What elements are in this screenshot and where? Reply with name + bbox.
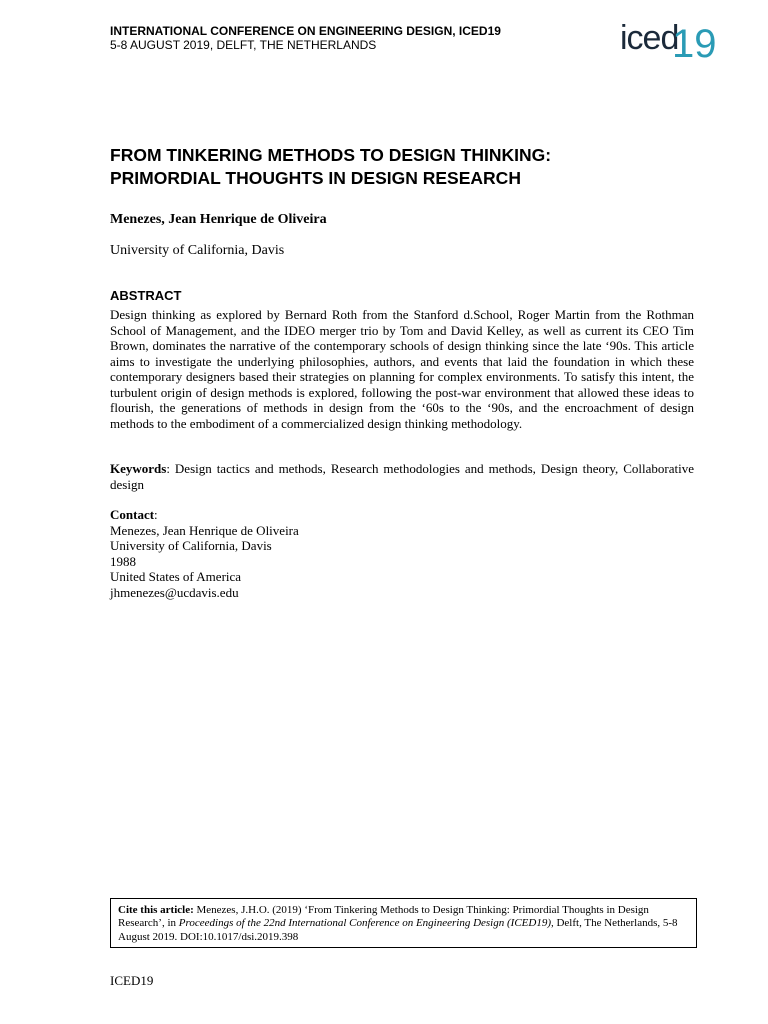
keywords-label: Keywords — [110, 461, 167, 476]
contact-email: jhmenezes@ucdavis.edu — [110, 584, 239, 600]
citation-box — [110, 898, 697, 948]
contact-name: Menezes, Jean Henrique de Oliveira — [110, 522, 299, 538]
keywords-text: : Design tactics and methods, Research methodologies and methods, Design theory, Collaborative design — [110, 461, 694, 492]
conference-title: INTERNATIONAL CONFERENCE ON ENGINEERING DESIGN, ICED19 — [110, 24, 501, 38]
abstract-heading: ABSTRACT — [110, 288, 182, 303]
logo-text: iced — [620, 19, 679, 57]
author-affiliation: University of California, Davis — [110, 243, 285, 258]
author-name: Menezes, Jean Henrique de Oliveira — [110, 212, 327, 227]
keywords — [110, 461, 694, 492]
citation-proceedings: Proceedings of the 22nd International Conference on Engineering Design (ICED19), — [178, 917, 554, 930]
abstract-body: Design thinking as explored by Bernard Roth from the Stanford d.School, Roger Martin from the Rothman School of Management, and the IDEO merger trio by Tom and David Kelley, as well as current its CEO Tim Brown, dominates the narrative of the contemporary schools of design thinking since the late ‘90s. This article aims to investigate the underlying philosophies, authors, and events that laid the foundation in which these contemporary designers based their strategies on planning for complex environments. To satisfy this intent, the turbulent origin of design methods is explored, following the post-war environment that allowed these ideas to flourish, the generations of methods in design from the ‘60s to the ‘90s, and the encroachment of design methods to the embodiment of a commercialized design thinking methodology. — [110, 307, 694, 431]
iced19-logo — [620, 18, 717, 66]
citation-text-before: Menezes, J.H.O. (2019) ‘From Tinkering Methods to Design Thinking: Primordial Thoughts in Design Research’, in — [118, 904, 649, 930]
paper-title-line1: FROM TINKERING METHODS TO DESIGN THINKING: — [110, 145, 552, 165]
page-footer: ICED19 — [110, 973, 154, 988]
contact-institution: University of California, Davis — [110, 538, 272, 553]
contact-block — [110, 507, 510, 600]
conference-dates: 5-8 AUGUST 2019, DELFT, THE NETHERLANDS — [110, 38, 377, 52]
contact-label: Contact — [110, 507, 155, 522]
paper-title — [110, 144, 700, 190]
citation-label: Cite this article: — [118, 904, 194, 916]
paper-title-line2: PRIMORDIAL THOUGHTS IN DESIGN RESEARCH — [110, 168, 521, 188]
conference-header — [110, 24, 590, 52]
logo-number: 19 — [672, 22, 717, 66]
citation-text-after: Delft, The Netherlands, 5-8 August 2019. DOI:10.1017/dsi.2019.398 — [118, 917, 678, 943]
contact-number: 1988 — [110, 553, 136, 569]
contact-colon: : — [154, 507, 158, 522]
contact-country: United States of America — [110, 569, 242, 584]
